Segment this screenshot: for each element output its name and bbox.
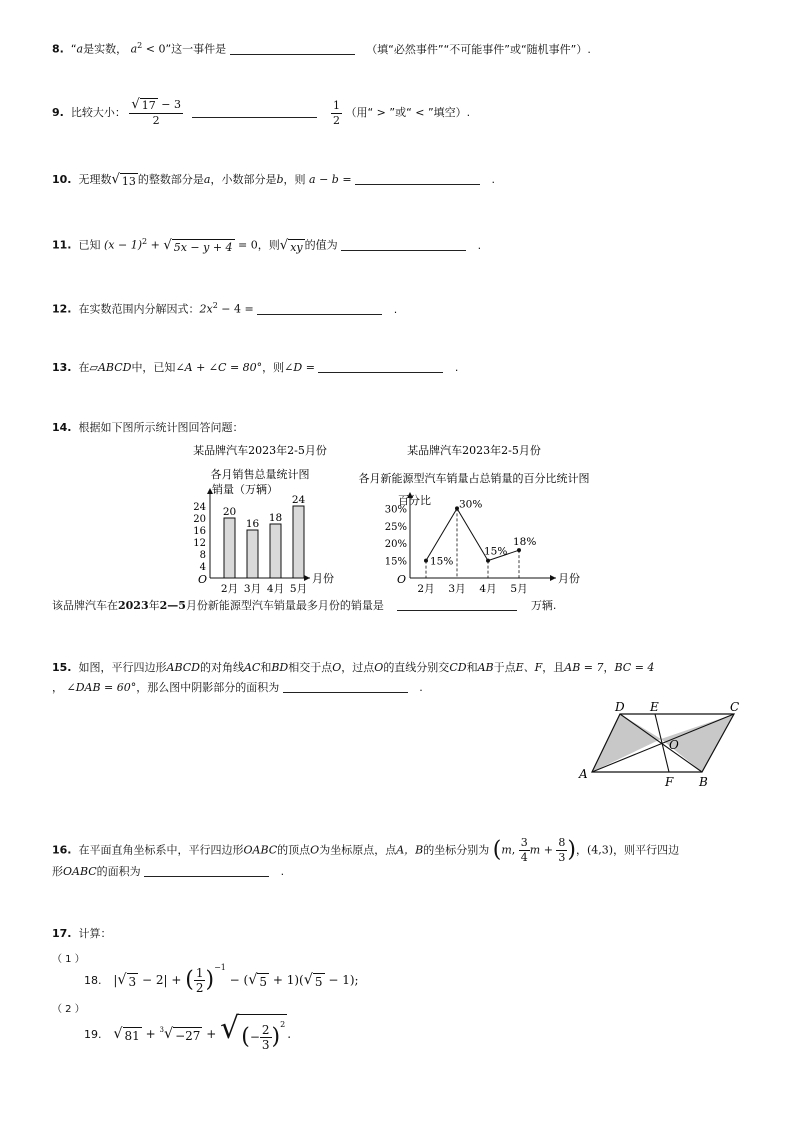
y-tick-label: 8 xyxy=(199,550,206,561)
y-axis-label: 销量（万辆） xyxy=(212,483,278,496)
question-13: 13. 在▱ABCD中，已知∠A + ∠C = 80°，则∠D = . xyxy=(52,361,459,374)
fraction-rhs: $\frac{1}{2}$ xyxy=(332,98,340,127)
question-15: 15. 如图，平行四边形ABCD的对角线AC和BD相交于点O，过点O的直线分别交CD和AB于点E、F，且AB = 7，BC = 4 xyxy=(52,661,655,674)
question-10: 10. 无理数 √ 13 的整数部分是a，小数部分是b，则 a − b = . xyxy=(52,172,496,188)
data-label: 18% xyxy=(513,536,537,549)
part-1-label: （ 1 ） xyxy=(52,954,85,965)
x-tick-label: 4月 xyxy=(266,583,285,595)
question-17: 17. 计算： xyxy=(52,927,112,940)
bar xyxy=(270,524,281,578)
answer-blank-12[interactable] xyxy=(257,302,382,315)
chart-title: 某品牌汽车2023年2-5月份 xyxy=(407,444,541,457)
expression-18: 18. | √ 3 − 2| + ( $\frac{1}{2}$ )$^{-1}$ − ( √ 5 + 1)( √ 5 − 1); xyxy=(84,963,359,995)
answer-blank-10[interactable] xyxy=(355,172,480,185)
part-2-label: （ 2 ） xyxy=(52,1004,85,1015)
y-axis-label: 百分比 xyxy=(398,494,431,507)
answer-blank-14[interactable] xyxy=(397,598,517,611)
x-tick-label: 4月 xyxy=(479,583,497,595)
y-tick-label: 25% xyxy=(384,521,407,533)
data-point xyxy=(517,548,521,552)
x-tick-label: 5月 xyxy=(510,583,528,595)
question-12: 12. 在实数范围内分解因式：$2x^2 - 4$ = . xyxy=(52,301,398,316)
label-o: O xyxy=(669,738,679,752)
answer-blank-11[interactable] xyxy=(341,238,466,251)
question-8: 8. “a是实数， $a^2 < 0$”这一事件是 （填“必然事件”“不可能事件”或“随机事件”）. xyxy=(52,41,591,56)
x-axis-label: 月份 xyxy=(312,572,334,585)
data-label: 15% xyxy=(430,555,454,568)
answer-blank-15[interactable] xyxy=(283,680,408,693)
bar-chart-sales xyxy=(170,438,350,596)
y-tick-label: 30% xyxy=(384,504,407,516)
chart-title: 某品牌汽车2023年2-5月份 xyxy=(193,444,327,457)
shaded-triangle-left xyxy=(592,714,661,772)
y-tick-label: 12 xyxy=(193,538,206,549)
x-tick-label: 3月 xyxy=(448,583,466,595)
data-label: 30% xyxy=(459,498,483,511)
expression-19: 19. √ 81 + $^3$ √ −27 + √ (− $\frac{2}{3}$ )$^2$ . xyxy=(84,1011,292,1052)
question-11: 11. 已知 $(x - 1)^2$ + √ 5x − y + 4 = 0，则 √ xy 的值为 . xyxy=(52,237,482,254)
data-point xyxy=(486,559,490,563)
parallelogram-figure xyxy=(572,700,752,792)
x-axis-arrow xyxy=(304,575,310,581)
x-tick-label: 2月 xyxy=(220,583,239,595)
x-tick-label: 3月 xyxy=(243,583,262,595)
x-tick-label: 2月 xyxy=(417,583,435,595)
label-a: A xyxy=(579,767,588,781)
bar-value-label: 18 xyxy=(268,512,283,524)
label-f: F xyxy=(665,775,674,789)
question-9: 9. 比较大小： √ 17 − 3 2 $\frac{1}{2}$ （用“ > ”或“ < ”填空）. xyxy=(52,97,471,127)
question-14-answer: 该品牌汽车在2023年2—5月份新能源型汽车销量最多月份的销量是 万辆. xyxy=(52,599,557,612)
x-tick-label: 5月 xyxy=(289,583,308,595)
bar xyxy=(224,518,235,578)
y-tick-label: 15% xyxy=(384,556,407,568)
y-tick-label: 4 xyxy=(199,562,206,573)
origin-label: O xyxy=(198,573,208,586)
bar-value-label: 16 xyxy=(245,518,260,530)
answer-blank-9[interactable] xyxy=(192,105,317,118)
origin-label: O xyxy=(397,573,407,586)
question-16: 16. 在平面直角坐标系中，平行四边形OABC的顶点O为坐标原点，点A，B的坐标分别为 (m, $\frac{3}{4}$ m + $\frac{8}{3}$ )，(4,3)，则平行四边 xyxy=(52,836,680,864)
question-15-line2: ， ∠DAB = 60°，那么图中阴影部分的面积为 . xyxy=(52,681,423,694)
data-label: 15% xyxy=(484,545,508,558)
answer-blank-13[interactable] xyxy=(318,360,443,373)
question-16-line2: 形OABC的面积为 . xyxy=(52,865,285,878)
bar-value-label: 20 xyxy=(222,506,237,518)
answer-blank-16[interactable] xyxy=(144,864,269,877)
y-tick-label: 16 xyxy=(193,526,206,537)
y-tick-label: 24 xyxy=(193,502,206,513)
bar xyxy=(293,506,304,578)
label-b: B xyxy=(699,775,708,789)
chart-subtitle: 各月新能源型汽车销量占总销量的百分比统计图 xyxy=(358,472,590,485)
label-e: E xyxy=(650,700,659,714)
answer-blank-8[interactable] xyxy=(230,42,355,55)
x-axis-arrow xyxy=(550,575,556,581)
bar-value-label: 24 xyxy=(291,494,306,506)
fraction-lhs: √ 17 − 3 2 xyxy=(131,97,181,127)
y-tick-label: 20 xyxy=(193,514,206,525)
label-d: D xyxy=(615,700,625,714)
x-axis-label: 月份 xyxy=(558,572,580,585)
chart-subtitle: 各月销售总量统计图 xyxy=(210,468,310,481)
bar xyxy=(247,530,258,578)
line-chart-percentage xyxy=(340,438,620,596)
y-tick-label: 20% xyxy=(384,539,407,551)
data-point xyxy=(424,559,428,563)
question-14: 14. 根据如下图所示统计图回答问题： xyxy=(52,421,244,434)
label-c: C xyxy=(730,700,740,714)
